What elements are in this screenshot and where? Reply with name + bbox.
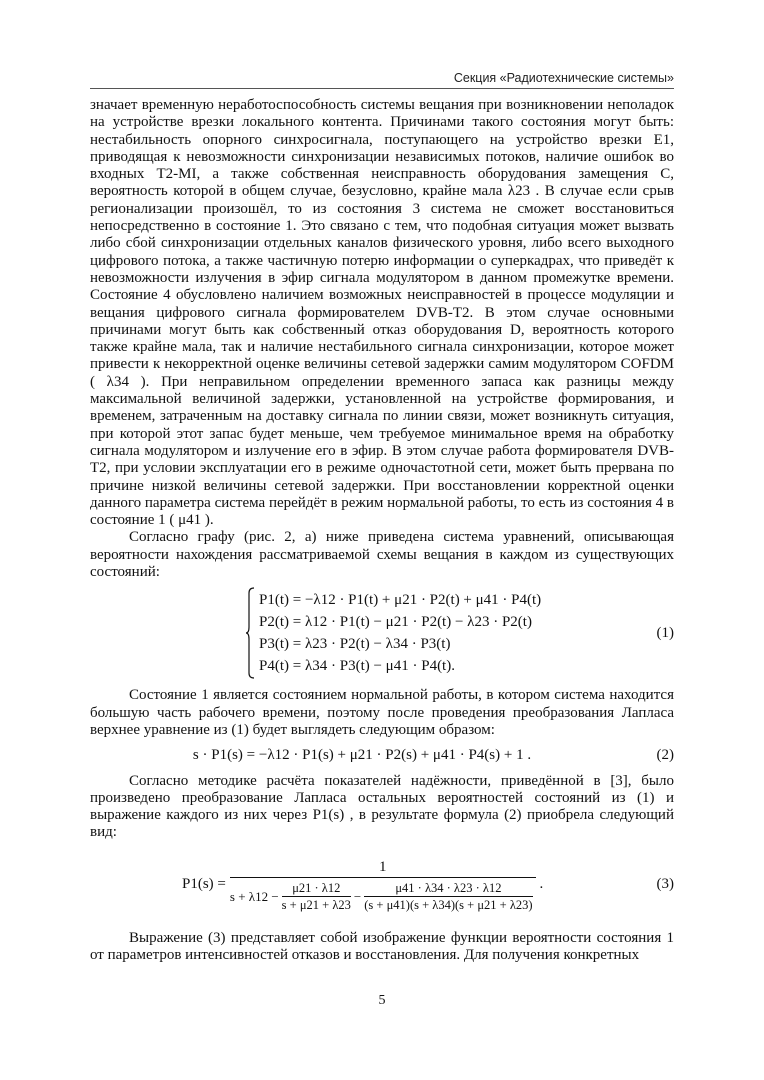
paragraph: Согласно графу (рис. 2, а) ниже приведена система уравнений, описывающая вероятности нахождения рассматриваемой схемы вещания в каждом из существующих состояний: xyxy=(90,529,674,581)
sub-fraction xyxy=(364,880,532,913)
equation-2 xyxy=(90,747,674,764)
page-number: 5 xyxy=(378,993,386,1008)
brace xyxy=(246,587,255,679)
equation-number: (3) xyxy=(656,876,674,893)
fraction xyxy=(230,857,536,913)
paragraph: Состояние 1 является состоянием нормальной работы, в котором система находится большую часть рабочего времени, поэтому после проведения преобразования Лапласа верхнее уравнение из (1) будет выглядеть следующим образом: xyxy=(90,687,674,738)
paragraph: значает временную неработоспособность системы вещания при возникновении неполадок на устройстве врезки локального контента. Причинами такого состояния могут быть: нестабильность опорного синхросигнала, поступающего на устройство врезки E1, приводящая к невозможности синхронизации независимых потоков, наличие ошибок во входных T2-MI, а также собственная неисправность оборудования замещения C, вероятность которой в общем случае, безусловно, крайне мала λ23 . В случае если срыв регионализации произошёл, то из состояния 3 система не сможет восстановиться непосредственно в состояние 1. Это связано с тем, что подобная ситуация может вызвать либо сбой синхронизации отдельных каналов физического уровня, либо всего выходного цифрового потока, а также частичную потерю информации о суперкадрах, что приведёт к невозможности излучения в эфир сигнала модулятором в данном промежутке времени. Состояние 4 обусловлено наличием возможных неисправностей в процессе модуляции и вещания цифрового сигнала формирователем DVB-T2. В этом случае основными причинами могут быть как собственный отказ оборудования D, вероятность которого также крайне мала, так и наличие нестабильного сигнала синхронизации, которое может привести к некорректной оценке величины сетевой задержки самим модулятором COFDM ( λ34 ). При неправильном определении временного запаса как разницы между максимальной величиной задержки, установленной на устройстве формирования, и временем, затраченным на доставку сигнала по линии связи, может возникнуть ситуация, при которой этот запас будет меньше, чем требуемое минимальное время на обработку сигнала модулятором и излучение его в эфир. В этом случае работа формирователя DVB-T2, при условии эксплуатации его в режиме одночастотной сети, может быть прервана по причине низкой величины сетевой задержки. При восстановлении корректной оценки данного параметра система перейдёт в режим нормальной работы, то есть из состояния 4 в состояние 1 ( μ41 ). xyxy=(90,97,674,529)
equation-number: (2) xyxy=(656,747,674,764)
running-header: Секция «Радиотехнические системы» xyxy=(453,71,674,85)
equation: P3(t) = λ23 · P2(t) − λ34 · P3(t) xyxy=(259,636,451,653)
sub-fraction xyxy=(282,880,351,913)
sub-denominator: s + μ21 + λ23 xyxy=(281,897,351,912)
paragraph: Согласно методике расчёта показателей надёжности, приведённой в [3], было произведено преобразование Лапласа остальных вероятностей состояний из (1) и выражение каждого из них через P1(s) , в результате формула (2) приобрела следующий вид: xyxy=(90,772,674,841)
equation-number: (1) xyxy=(656,624,674,641)
fraction-denominator xyxy=(230,878,536,913)
minus-sign: − xyxy=(353,888,362,904)
page-body xyxy=(90,97,674,964)
equation: s · P1(s) = −λ12 · P1(s) + μ21 · P2(s) + μ41 · P4(s) + 1 . xyxy=(192,747,532,764)
fraction-numerator: 1 xyxy=(378,858,387,875)
paragraph: Выражение (3) представляет собой изображение функции вероятности состояния 1 от параметров интенсивностей отказов и восстановления. Для получения конкретных xyxy=(90,929,674,963)
sub-numerator: μ21 · λ12 xyxy=(292,880,341,895)
equation-end: . xyxy=(539,876,544,893)
sub-denominator: (s + μ41)(s + λ34)(s + μ21 + λ23) xyxy=(364,897,533,912)
sub-numerator: μ41 · λ34 · λ23 · λ12 xyxy=(395,880,502,895)
equation-system xyxy=(90,587,674,679)
equation: P4(t) = λ34 · P3(t) − μ41 · P4(t). xyxy=(259,658,455,675)
equation: P2(t) = λ12 · P1(t) − μ21 · P2(t) − λ23 · P2(t) xyxy=(259,614,532,631)
equation: P1(t) = −λ12 · P1(t) + μ21 · P2(t) + μ41 · P4(t) xyxy=(259,592,542,609)
equation-lhs: P1(s) = xyxy=(182,876,226,893)
header-rule xyxy=(90,88,674,89)
equation-3 xyxy=(90,852,674,918)
denominator-start: s + λ12 − xyxy=(229,888,279,904)
